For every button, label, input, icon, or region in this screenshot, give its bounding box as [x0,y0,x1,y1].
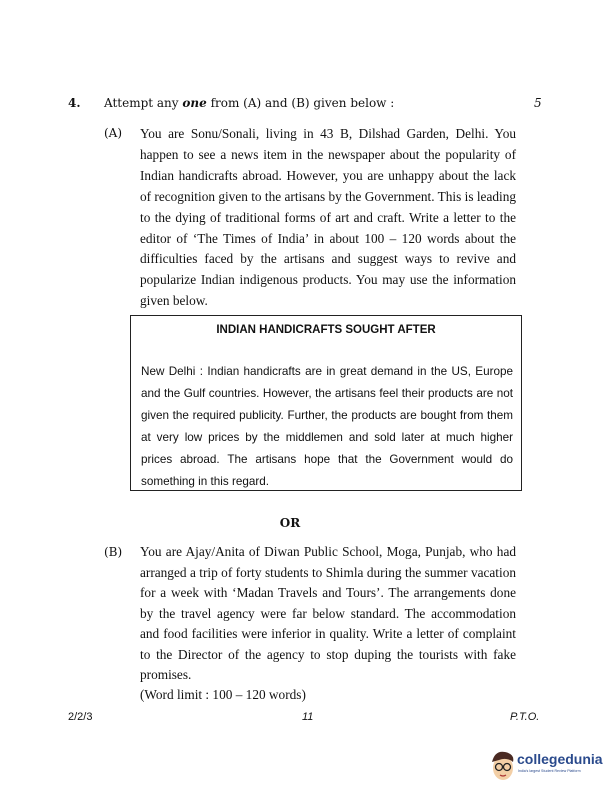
instruction-emphasis: one [182,96,207,110]
paper-code: 2/2/3 [68,711,93,723]
pto-label: P.T.O. [510,711,540,723]
mascot-logo-icon [489,748,517,782]
question-number: 4. [68,96,81,110]
part-b-text: You are Ajay/Anita of Diwan Public School, Moga, Punjab, who had arranged a trip of forty students to Shimla during the summer vacation for a week with ‘Madan Travels and Tours’. The arrangements done by the travel agency were far below standard. The accommodation and food facilities were inferior in quality. Write a letter of complaint to the Director of the agency to stop duping the tourists with fake promises. [140,544,516,682]
news-box [130,315,522,491]
news-box-body: New Delhi : Indian handicrafts are in great demand in the US, Europe and the Gulf countries. However, the artisans feel their products are not given the required publicity. Further, the products are bought from them at very low prices by the middlemen and sold later at much higher prices abroad. The artisans hope that the Government would do something in this regard. [141,365,513,488]
instruction-text-end: from (A) and (B) given below : [206,96,395,110]
word-limit: (Word limit : 100 – 120 words) [140,687,306,702]
brand-name: collegedunia [517,751,603,767]
question-instruction [104,96,394,110]
part-b-label: (B) [104,545,123,559]
page-number: 11 [302,711,314,723]
question-marks: 5 [534,96,542,110]
collegedunia-watermark [489,748,603,784]
brand-tagline: India's largest Student Review Platform [518,769,581,773]
or-separator: OR [279,516,301,530]
part-a-text: You are Sonu/Sonali, living in 43 B, Dilshad Garden, Delhi. You happen to see a news item in the newspaper about the popularity of Indian handicrafts abroad. However, you are unhappy about the lack of recognition given to the artisans by the Government. This is leading to the dying of traditional forms of art and craft. Write a letter to the editor of ‘The Times of India’ in about 100 – 120 words about the difficulties faced by the artisans and suggest ways to revive and popularize Indian indigenous products. You may use the information given below. [140,126,516,309]
news-box-title: INDIAN HANDICRAFTS SOUGHT AFTER [216,324,436,336]
part-a-label: (A) [104,126,123,140]
instruction-text: Attempt any [104,96,183,110]
